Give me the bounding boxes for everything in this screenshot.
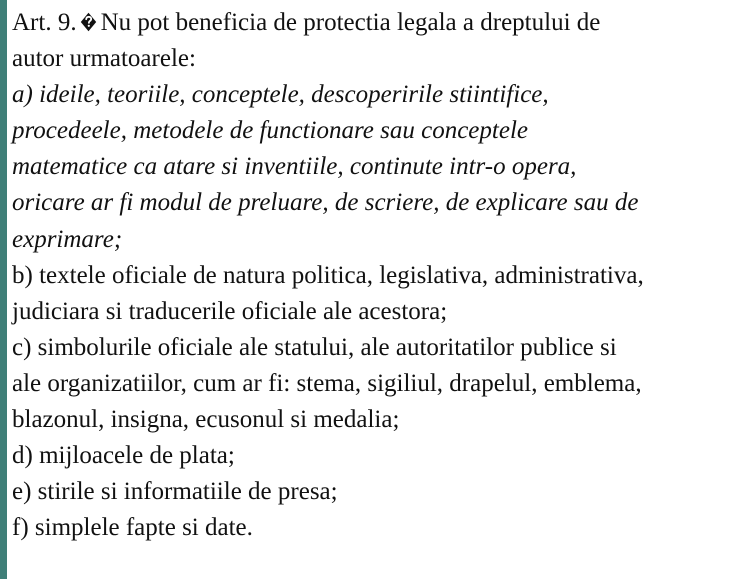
- item-b-line-2: judiciara si traducerile oficiale ale acestora;: [12, 297, 448, 325]
- item-c-line-3: blazonul, insigna, ecusonul si medalia;: [12, 406, 400, 434]
- left-edge-bar: [0, 0, 7, 579]
- item-d-line-1: d) mijloacele de plata;: [12, 442, 235, 470]
- article-heading-line-1: [12, 5, 750, 41]
- article-heading-text: Nu pot beneficia de protectia legala a dreptului de: [100, 9, 601, 36]
- item-c-line-2: ale organizatiilor, cum ar fi: stema, sigiliul, drapelul, emblema,: [12, 369, 642, 397]
- item-b-line-1: b) textele oficiale de natura politica, legislativa, administrativa,: [12, 261, 644, 289]
- item-a-line-4: oricare ar fi modul de preluare, de scriere, de explicare sau de: [12, 189, 639, 217]
- item-c-line-1: c) simbolurile oficiale ale statului, ale autoritatilor publice si: [12, 333, 617, 361]
- item-f-line-1: f) simplele fapte si date.: [12, 514, 253, 542]
- item-a-line-1: a) ideile, teoriile, conceptele, descoperirile stiintifice,: [12, 81, 549, 109]
- item-e-line-1: e) stirile si informatiile de presa;: [12, 478, 338, 506]
- article-heading-line-2: autor urmatoarele:: [12, 45, 196, 73]
- replacement-character-icon: [80, 12, 97, 32]
- item-a-line-3: matematice ca atare si inventiile, continute intr-o opera,: [12, 153, 577, 181]
- item-a-line-2: procedeele, metodele de functionare sau conceptele: [12, 117, 528, 145]
- article-number: Art. 9.: [12, 9, 77, 36]
- item-a-line-5: exprimare;: [12, 225, 123, 253]
- article-text: [12, 5, 750, 546]
